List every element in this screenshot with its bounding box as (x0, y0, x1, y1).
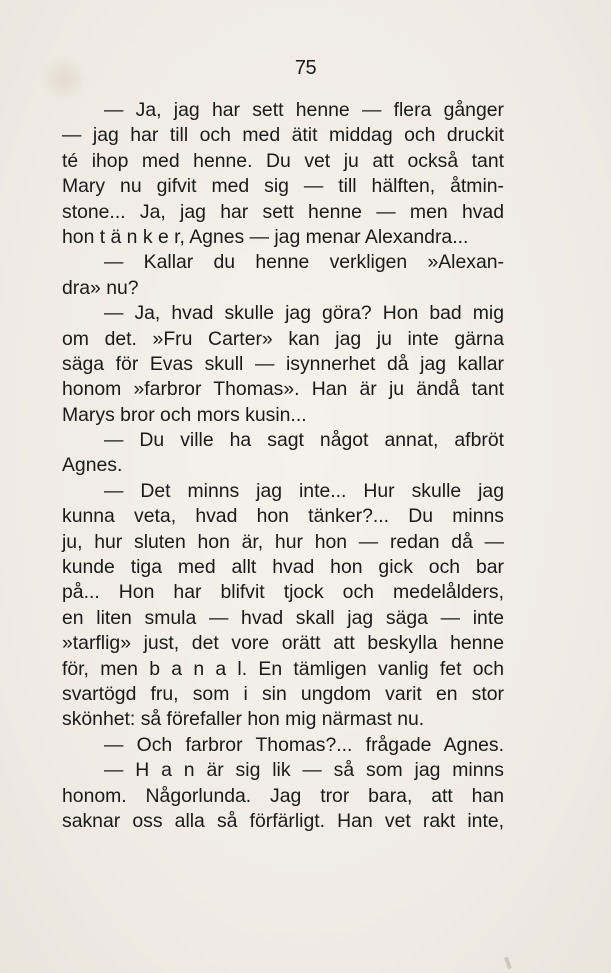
body-text (62, 98, 504, 834)
text-line: — Kallar du henne verkligen »Alexan- (104, 251, 504, 274)
text-line: — Ja, jag har sett henne — flera gånger (104, 99, 504, 121)
text-line: Mary nu gifvit med sig — till hälften, åtmin- (62, 175, 504, 198)
text-line: honom. Någorlunda. Jag tror bara, att han (62, 784, 504, 807)
text-line: Marys bror och mors kusin... (62, 403, 307, 426)
text-line: skönhet: så förefaller hon mig närmast nu. (62, 708, 425, 731)
text-line: kunde tiga med allt hvad hon gick och bar (62, 556, 504, 579)
text-line: — jag har till och med ätit middag och druckit (62, 124, 504, 147)
text-line: — Ja, hvad skulle jag göra? Hon bad mig (104, 302, 504, 325)
text-line: om det. »Fru Carter» kan jag ju inte gärna (62, 327, 504, 350)
text-line: té ihop med henne. Du vet ju att också tant (62, 149, 504, 172)
text-line: — Du ville ha sagt något annat, afbröt (104, 429, 504, 452)
text-line: — Och farbror Thomas?... frågade Agnes. (104, 733, 504, 756)
text-line: »tarflig» just, det vore orätt att beskylla henne (62, 632, 504, 655)
page-number: 75 (294, 57, 317, 79)
paper-mark (504, 957, 512, 970)
text-line: kunna veta, hvad hon tänker?... Du minns (62, 505, 504, 528)
text-line: en liten smula — hvad skall jag säga — inte (62, 606, 504, 629)
text-line: ju, hur sluten hon är, hur hon — redan då — (62, 530, 504, 553)
text-line: — H a n är sig lik — så som jag minns (104, 759, 504, 782)
text-line: för, men b a n a l. En tämligen vanlig fet och (62, 657, 504, 680)
text-line: — Det minns jag inte... Hur skulle jag (104, 479, 504, 502)
text-line: stone... Ja, jag har sett henne — men hvad (62, 200, 504, 223)
text-line: saknar oss alla så förfärligt. Han vet rakt inte, (62, 809, 504, 832)
text-line: dra» nu? (62, 276, 139, 299)
text-line: svartögd fru, som i sin ungdom varit en stor (62, 682, 504, 705)
text-line: Agnes. (62, 454, 123, 477)
text-line: säga för Evas skull — isynnerhet då jag kallar (62, 352, 504, 375)
text-line: på... Hon har blifvit tjock och medelålders, (62, 581, 504, 604)
text-line: hon t ä n k e r, Agnes — jag menar Alexandra... (62, 225, 469, 248)
text-line: honom »farbror Thomas». Han är ju ändå tant (62, 378, 504, 401)
